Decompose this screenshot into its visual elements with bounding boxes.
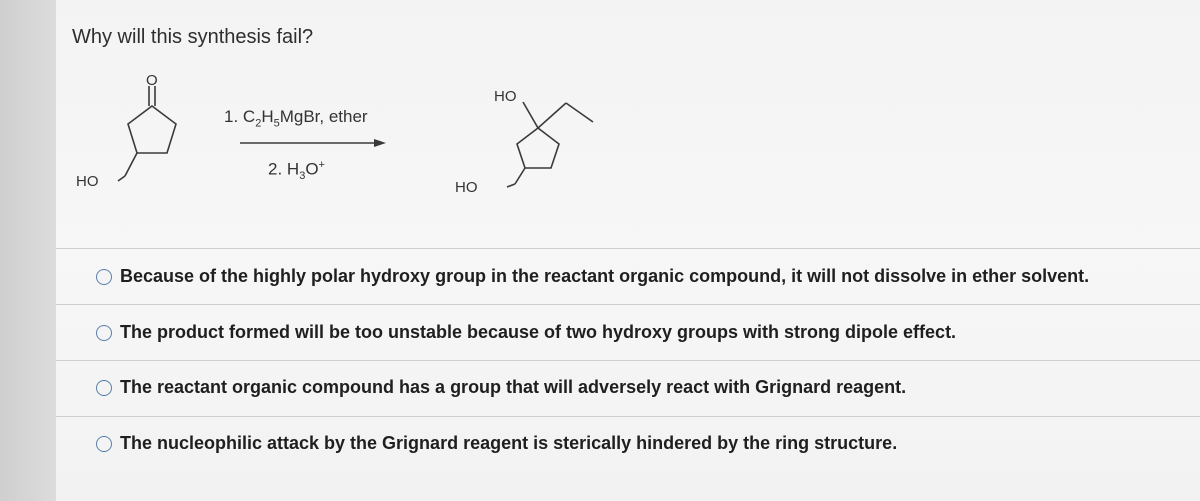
radio-button[interactable] <box>96 325 112 341</box>
divider <box>56 416 1200 417</box>
product-top-hydroxy-label: HO <box>494 88 517 105</box>
carbonyl-oxygen-label: O <box>146 72 158 89</box>
reaction-scheme <box>60 60 620 210</box>
left-margin-strip <box>0 0 56 501</box>
divider <box>56 248 1200 249</box>
answer-option-1[interactable] <box>96 266 1089 287</box>
radio-button[interactable] <box>96 436 112 452</box>
option-label: The product formed will be too unstable because of two hydroxy groups with strong dipole effect. <box>120 322 957 342</box>
product-structure <box>507 102 593 187</box>
reactant-hydroxy-label: HO <box>76 173 99 190</box>
radio-button[interactable] <box>96 380 112 396</box>
radio-button[interactable] <box>96 269 112 285</box>
question-text: Why will this synthesis fail? <box>72 26 314 48</box>
answer-option-4[interactable] <box>96 433 897 454</box>
product-bottom-hydroxy-label: HO <box>455 179 478 196</box>
option-label: The nucleophilic attack by the Grignard reagent is sterically hindered by the ring structure. <box>120 433 898 453</box>
reaction-arrow <box>240 139 386 147</box>
divider <box>56 304 1200 305</box>
answer-option-3[interactable] <box>96 377 906 398</box>
option-label: The reactant organic compound has a group that will adversely react with Grignard reagent. <box>120 377 907 397</box>
reactant-structure <box>118 86 176 181</box>
reagent-step-2: 2. $H_3O^+$ <box>268 159 325 183</box>
reagent-step-1: 1. $C_2H_5MgBr$, ether <box>224 107 368 130</box>
answer-option-2[interactable] <box>96 322 956 343</box>
option-label: Because of the highly polar hydroxy group in the reactant organic compound, it will not dissolve in ether solvent. <box>120 266 1090 286</box>
divider <box>56 360 1200 361</box>
